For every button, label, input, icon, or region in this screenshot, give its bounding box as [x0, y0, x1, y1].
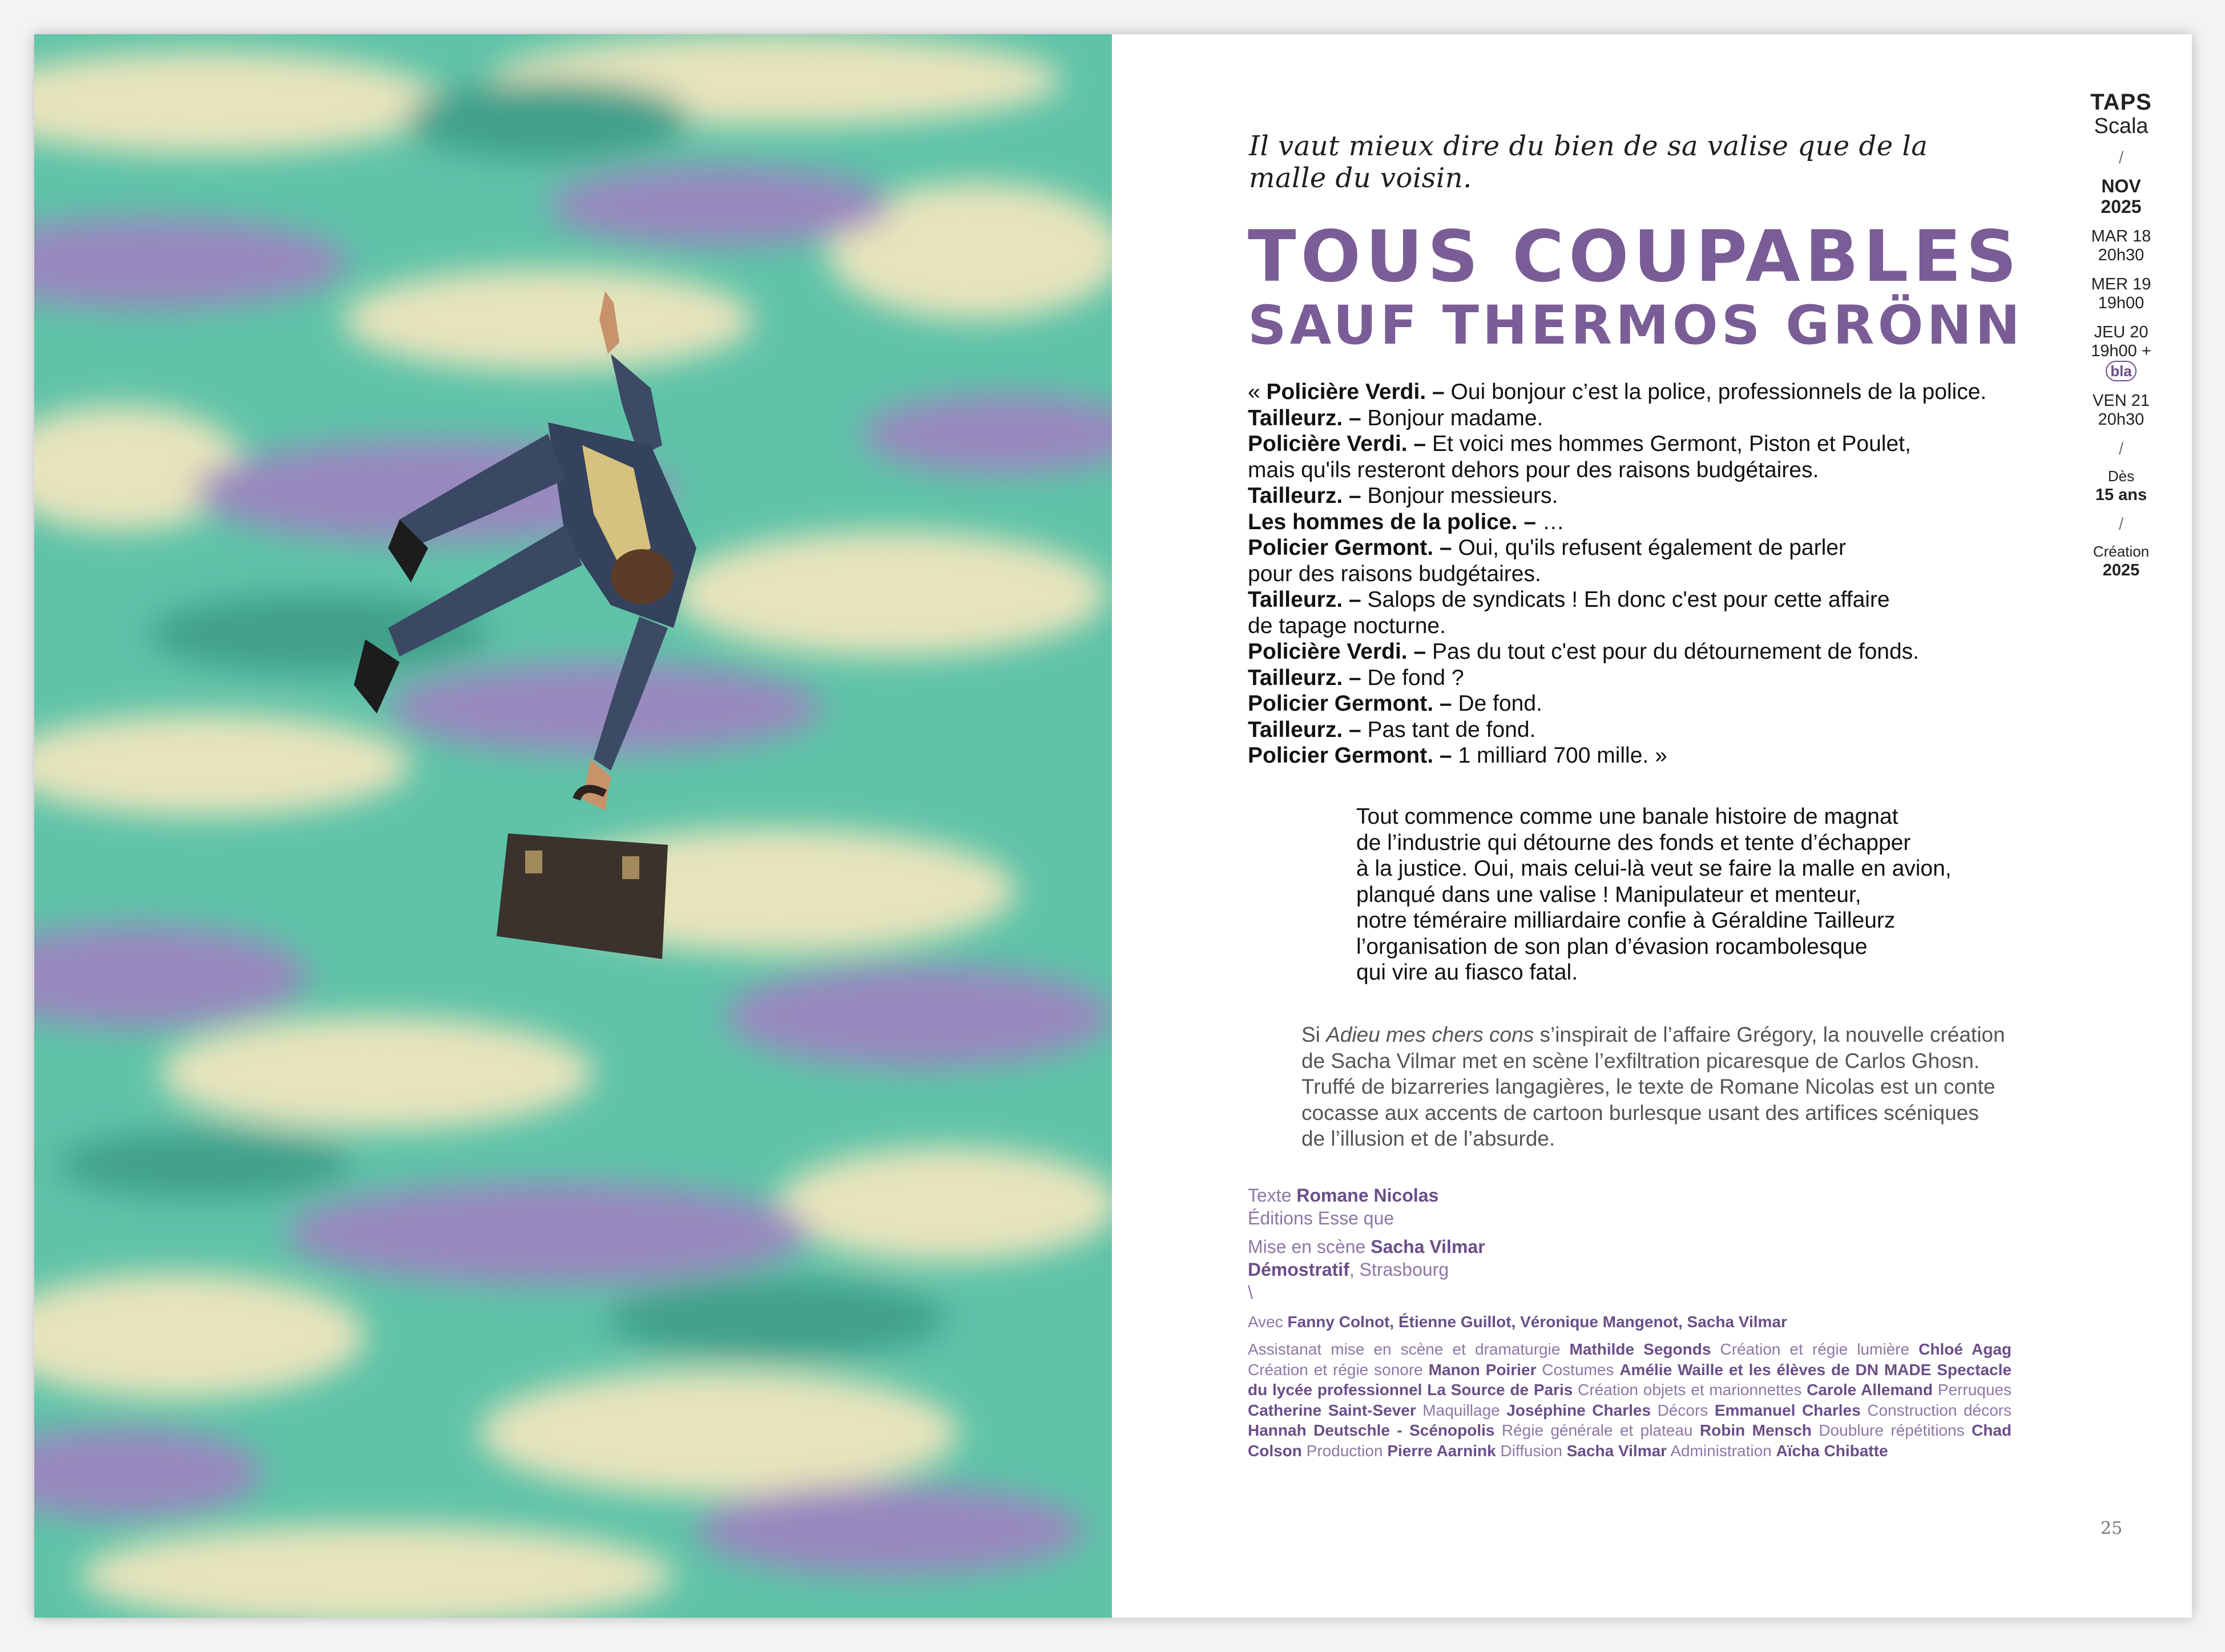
context-line: Truffé de bizarreries langagières, le texte de Romane Nicolas est un conte — [1301, 1075, 1996, 1098]
credit-label: Texte — [1248, 1185, 1297, 1206]
text-page — [1112, 34, 2192, 1618]
date-time: 19h00 + bla — [2075, 342, 2167, 381]
dialogue-line — [1248, 535, 2013, 561]
month: NOV — [2101, 176, 2141, 196]
dialogue-line — [1248, 665, 2013, 691]
credit-role: Régie générale et plateau — [1494, 1421, 1700, 1439]
credit-name: Catherine Saint-Sever — [1248, 1401, 1416, 1419]
synopsis-line: l’organisation de son plan d’évasion rocambolesque — [1356, 934, 1868, 959]
dialogue-text: … — [1536, 509, 1565, 534]
dialogue-line — [1248, 613, 2013, 639]
speaker-name: Policière Verdi. – — [1266, 380, 1445, 404]
speaker-name: Policière Verdi. – — [1248, 639, 1426, 664]
date-day: MER 19 — [2091, 275, 2151, 293]
dialogue-text: De fond. — [1452, 691, 1542, 716]
speaker-name: Tailleurz. – — [1248, 483, 1361, 508]
dialogue-text: Pas du tout c'est pour du détournement de fonds. — [1426, 639, 1920, 664]
creation-year: 2025 — [2102, 561, 2140, 579]
magazine-spread — [34, 34, 2192, 1618]
speaker-name: Policière Verdi. – — [1248, 432, 1426, 456]
separator: / — [2118, 515, 2124, 534]
dialogue-line — [1248, 691, 2013, 717]
performance-date — [2075, 323, 2167, 381]
credit-name: Carole Allemand — [1807, 1381, 1933, 1399]
year: 2025 — [2101, 196, 2142, 217]
creation-label: Création — [2093, 543, 2150, 560]
performance-date — [2075, 227, 2167, 265]
credit-name: Hannah Deutschle - Scénopolis — [1248, 1421, 1495, 1439]
dialogue-line — [1248, 639, 2013, 665]
credit-name: Aïcha Chibatte — [1776, 1441, 1888, 1460]
schedule-sidebar — [2075, 90, 2167, 580]
credit-editions: Éditions Esse que — [1248, 1208, 1394, 1228]
title-line-2: SAUF THERMOS GRÖNN — [1248, 295, 2024, 357]
dialogue-text: Et voici mes hommes Germont, Piston et Poulet, — [1426, 432, 1911, 456]
credit-name: Chad Colson — [1248, 1421, 2012, 1460]
credit-role: Administration — [1667, 1441, 1776, 1460]
credit-name: Manon Poirier — [1428, 1360, 1537, 1379]
venue-name: TAPS — [2090, 90, 2152, 115]
credit-name: Sacha Vilmar — [1371, 1236, 1485, 1257]
speaker-name: Tailleurz. – — [1248, 405, 1361, 430]
credit-team — [1248, 1339, 2012, 1461]
performance-date — [2075, 392, 2167, 429]
speaker-name: Tailleurz. – — [1248, 717, 1361, 742]
synopsis-line: à la justice. Oui, mais celui-là veut se faire la malle en avion, — [1356, 856, 1952, 881]
dialogue-text: mais qu'ils resteront dehors pour des raisons budgétaires. — [1248, 457, 1819, 482]
synopsis-line: qui vire au fiasco fatal. — [1356, 960, 1578, 985]
falling-man-illustration — [34, 34, 1112, 1618]
synopsis-line: Tout commence comme une banale histoire de magnat — [1356, 804, 1898, 829]
credit-label: Avec — [1248, 1313, 1288, 1331]
age-value: 15 ans — [2095, 486, 2147, 504]
dialogue-text: Bonjour messieurs. — [1361, 483, 1558, 508]
dialogue-text: Bonjour madame. — [1361, 405, 1543, 430]
date-time: 20h30 — [2098, 246, 2145, 264]
company-city: , Strasbourg — [1349, 1259, 1449, 1280]
synopsis-line: de l’industrie qui détourne des fonds et tente d’échapper — [1356, 830, 1911, 855]
title-line-1: TOUS COUPABLES — [1248, 216, 2022, 298]
speaker-name: Les hommes de la police. – — [1248, 509, 1537, 534]
bla-badge: bla — [2106, 361, 2137, 381]
credit-name: Sacha Vilmar — [1566, 1441, 1667, 1460]
credit-name: Emmanuel Charles — [1714, 1401, 1861, 1419]
dialogue-text: Oui bonjour c’est la police, professionnels de la police. — [1444, 380, 1987, 404]
company-name: Démostratif — [1248, 1259, 1349, 1280]
credit-name: Robin Mensch — [1699, 1421, 1812, 1439]
credit-role: Décors — [1651, 1401, 1715, 1419]
credit-name: Chloé Agag — [1918, 1340, 2012, 1358]
credit-name: Pierre Aarnink — [1387, 1441, 1496, 1460]
context-line — [1301, 1022, 2021, 1048]
credit-role: Costumes — [1536, 1360, 1620, 1379]
synopsis — [1356, 804, 2018, 986]
dialogue-text: de tapage nocturne. — [1248, 613, 1446, 638]
credit-role: Création et régie sonore — [1248, 1360, 1429, 1379]
date-day: VEN 21 — [2093, 392, 2150, 410]
credit-separator: \ — [1248, 1282, 1253, 1303]
context-line: de Sacha Vilmar met en scène l’exfiltration picaresque de Carlos Ghosn. — [1301, 1049, 1980, 1073]
dialogue-line — [1248, 405, 2013, 432]
synopsis-line: planqué dans une valise ! Manipulateur et menteur, — [1356, 882, 1861, 907]
tagline: Il vaut mieux dire du bien de sa valise que de la malle du voisin. — [1249, 130, 1928, 194]
cast-names: Fanny Colnot, Étienne Guillot, Véronique Mangenot, Sacha Vilmar — [1287, 1313, 1787, 1331]
credit-name: Amélie Waille et les élèves de DN MADE Spectacle du lycée professionnel La Source de Paris — [1248, 1360, 2012, 1399]
dialogue-text: 1 milliard 700 mille. » — [1452, 743, 1667, 768]
dialogue-line — [1248, 743, 2013, 769]
date-day: MAR 18 — [2091, 227, 2151, 245]
page-number: 25 — [2101, 1518, 2123, 1538]
credit-role: Perruques — [1933, 1381, 2012, 1399]
date-time: 19h00 — [2098, 294, 2145, 312]
context-paragraph — [1301, 1022, 2021, 1152]
credit-role: Maquillage — [1416, 1401, 1507, 1419]
illustration-page — [34, 34, 1112, 1618]
context-line: cocasse aux accents de cartoon burlesque usant des artifices scéniques — [1301, 1101, 1979, 1125]
dialogue-line — [1248, 717, 2013, 743]
dialogue-line — [1248, 457, 2013, 483]
date-time: 20h30 — [2098, 410, 2145, 429]
credit-role: Doublure répétitions — [1811, 1421, 1972, 1439]
separator: / — [2118, 148, 2124, 167]
synopsis-line: notre téméraire milliardaire confie à Géraldine Tailleurz — [1356, 908, 1896, 933]
credit-role: Production — [1301, 1441, 1388, 1460]
date-day: JEU 20 — [2094, 323, 2149, 341]
dialogue-line — [1248, 587, 2013, 613]
credit-name: Mathilde Segonds — [1569, 1340, 1711, 1358]
dialogue-text: Salops de syndicats ! Eh donc c'est pour cette affaire — [1361, 587, 1890, 612]
dialogue-line — [1248, 431, 2013, 457]
dialogue-line — [1248, 561, 2013, 587]
dialogue-text: pour des raisons budgétaires. — [1248, 561, 1541, 586]
dialogue-text: Oui, qu'ils refusent également de parler — [1452, 535, 1846, 560]
dialogue-line — [1248, 483, 2013, 509]
dialogue-text: De fond ? — [1361, 665, 1464, 690]
speaker-name: Policier Germont. – — [1248, 535, 1452, 560]
venue-place: Scala — [2094, 114, 2149, 138]
performance-date — [2075, 275, 2167, 313]
context-text: Si — [1301, 1023, 1327, 1046]
credit-name: Romane Nicolas — [1296, 1185, 1439, 1206]
credit-role: Création objets et marionnettes — [1573, 1381, 1807, 1399]
dialogue-line — [1248, 509, 2013, 535]
date-list — [2075, 227, 2167, 429]
credit-cast — [1248, 1311, 2024, 1333]
context-title-italic: Adieu mes chers cons — [1326, 1023, 1534, 1046]
context-line: de l’illusion et de l’absurde. — [1301, 1127, 1555, 1150]
separator: / — [2118, 440, 2124, 458]
credit-text — [1248, 1184, 2024, 1207]
speaker-name: Policier Germont. – — [1248, 691, 1452, 716]
context-text: s’inspirait de l’affaire Grégory, la nouvelle création — [1534, 1023, 2005, 1046]
credit-name: Joséphine Charles — [1506, 1401, 1651, 1419]
age-label: Dès — [2107, 468, 2135, 485]
credit-direction — [1248, 1235, 2024, 1258]
speaker-name: Policier Germont. – — [1248, 743, 1452, 768]
credit-role: Construction décors — [1860, 1401, 2012, 1419]
credit-role: Création et régie lumière — [1711, 1340, 1919, 1358]
credit-role: Diffusion — [1496, 1441, 1567, 1460]
speaker-name: Tailleurz. – — [1248, 665, 1361, 690]
credits — [1248, 1184, 2024, 1461]
credit-label: Mise en scène — [1248, 1236, 1371, 1257]
credit-role: Assistanat mise en scène et dramaturgie — [1248, 1340, 1570, 1358]
dialogue-line: « Policière Verdi. – Oui bonjour c’est la police, professionnels de la police. — [1248, 380, 1987, 404]
speaker-name: Tailleurz. – — [1248, 587, 1361, 612]
credit-company — [1248, 1258, 2024, 1281]
dialogue-text: Pas tant de fond. — [1361, 717, 1536, 742]
dialogue-excerpt — [1248, 379, 2013, 769]
